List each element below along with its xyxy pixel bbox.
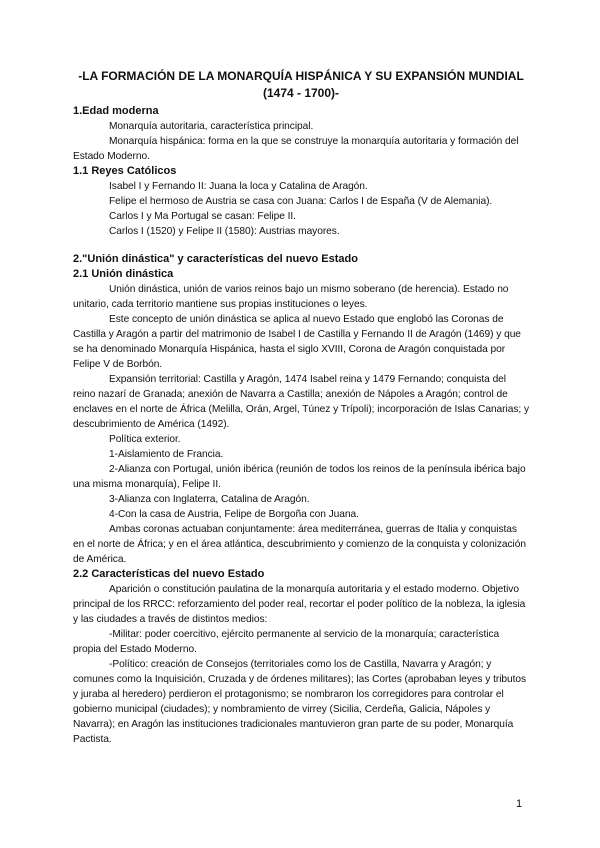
paragraph: 4-Con la casa de Austria, Felipe de Borgoña con Juana. — [109, 509, 359, 520]
section-heading-caracteristicas: 2.2 Características del nuevo Estado — [73, 568, 265, 580]
title-line-2: (1474 - 1700)- — [262, 86, 340, 100]
section-heading-reyes-catolicos: 1.1 Reyes Católicos — [73, 165, 177, 177]
paragraph: -Militar: poder coercitivo, ejército permanente al servicio de la monarquía; característica propia del Estado Moderno. — [73, 629, 500, 655]
paragraph: Monarquía autoritaria, característica principal. — [109, 121, 314, 132]
title-line-1: -LA FORMACIÓN DE LA MONARQUÍA HISPÁNICA Y SU EXPANSIÓN MUNDIAL — [78, 69, 524, 83]
section-heading-union-dinastica-estado: 2."Unión dinástica" y características del nuevo Estado — [73, 253, 358, 265]
document-body — [73, 68, 529, 747]
paragraph: Política exterior. — [109, 434, 181, 445]
paragraph: Este concepto de unión dinástica se aplica al nuevo Estado que englobó las Coronas de Castilla y Aragón a partir del matrimonio de Isabel I de Castilla y Fernando II de Aragón (1469) y que se ha denominado Monarquía Hispánica, hasta el siglo XVIII, Corona de Aragón conquistada por Felipe V de Borbón. — [73, 314, 521, 370]
paragraph: 3-Alianza con Inglaterra, Catalina de Aragón. — [109, 494, 310, 505]
paragraph: Unión dinástica, unión de varios reinos bajo un mismo soberano (de herencia). Estado no unitario, cada territorio mantiene sus propias instituciones o leyes. — [73, 284, 509, 310]
paragraph: Monarquía hispánica: forma en la que se construye la monarquía autoritaria y formación del Estado Moderno. — [73, 136, 519, 162]
paragraph: Ambas coronas actuaban conjuntamente: área mediterránea, guerras de Italia y conquistas en el norte de África; y en el área atlántica, descubrimiento y comienzo de la conquista y colonización de América. — [73, 524, 526, 565]
paragraph: Carlos I y Ma Portugal se casan: Felipe II. — [109, 211, 296, 222]
paragraph: -Político: creación de Consejos (territoriales como los de Castilla, Navarra y Aragón; y comunes como la Inquisición, Cruzada y de órdenes militares); las Cortes (aprobaban leyes y tributos y juraba al heredero) perdieron el protagonismo; se nombraron los corregidores para controlar el gobierno municipal (ciudades); y nombramiento de virrey (Sicilia, Cerdeña, Galicia, Nápoles y Navarra); en Aragón las instituciones tradicionales mantuvieron gran parte de su poder, Monarquía Pactista. — [73, 659, 527, 745]
section-heading-edad-moderna: 1.Edad moderna — [73, 105, 159, 117]
paragraph: Expansión territorial: Castilla y Aragón, 1474 Isabel reina y 1479 Fernando; conquista del reino nazarí de Granada; anexión de Navarra a Castilla; anexión de Nápoles a Aragón; control de enclaves en el norte de África (Melilla, Orán, Argel, Túnez y Trípoli); incorporación de Islas Canarias; y descubrimiento de América (1492). — [73, 374, 529, 430]
paragraph: 1-Aislamiento de Francia. — [109, 449, 224, 460]
paragraph: Felipe el hermoso de Austria se casa con Juana: Carlos I de España (V de Alemania). — [109, 196, 493, 207]
section-heading-union-dinastica: 2.1 Unión dinástica — [73, 268, 174, 280]
paragraph: Isabel I y Fernando II: Juana la loca y Catalina de Aragón. — [109, 181, 368, 192]
paragraph: 2-Alianza con Portugal, unión ibérica (reunión de todos los reinos de la península ibérica bajo una misma monarquía), Felipe II. — [73, 464, 526, 490]
paragraph: Aparición o constitución paulatina de la monarquía autoritaria y el estado moderno. Objetivo principal de los RRCC: reforzamiento del poder real, recortar el poder político de la nobleza, la iglesia y las ciudades a través de distintos medios: — [73, 584, 526, 625]
paragraph: Carlos I (1520) y Felipe II (1580): Austrias mayores. — [109, 226, 340, 237]
page-number: 1 — [516, 798, 523, 810]
document-title — [73, 68, 529, 102]
